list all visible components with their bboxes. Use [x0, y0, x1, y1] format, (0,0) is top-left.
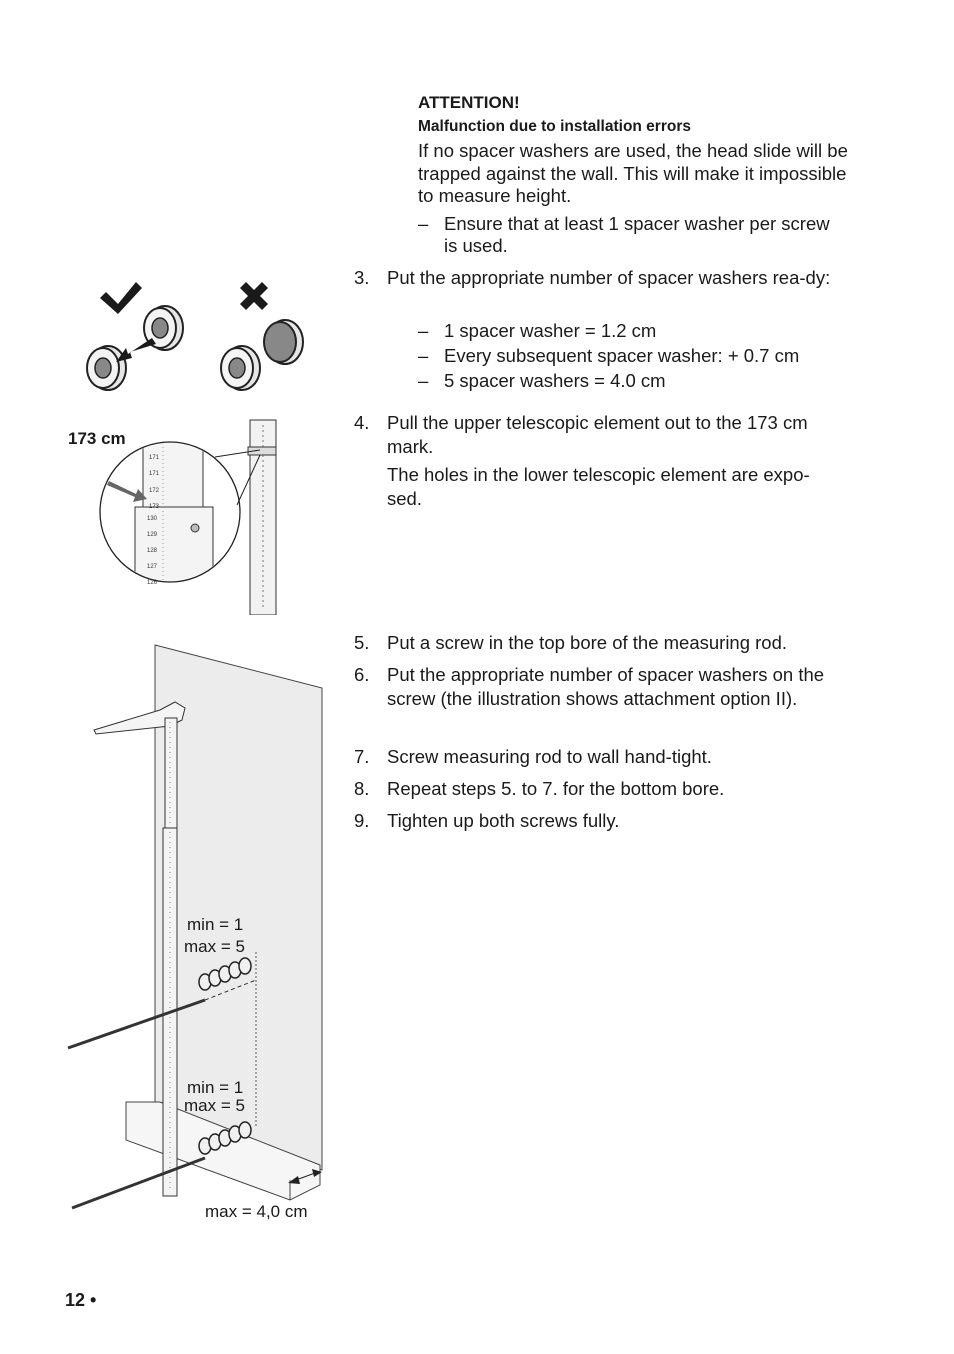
- page-number: 12 •: [65, 1290, 97, 1310]
- step-body: [387, 411, 844, 511]
- dash: –: [418, 370, 429, 391]
- min-top-label: min = 1: [187, 915, 244, 934]
- step-9: [354, 809, 844, 833]
- step-number: 9.: [354, 810, 370, 831]
- step-5: [354, 631, 844, 655]
- step-number: 4.: [354, 412, 370, 433]
- step-text: Put the appropriate number of spacer washers rea-dy:: [387, 267, 831, 288]
- step-6: [354, 663, 844, 711]
- list-item: [418, 318, 858, 343]
- rod-detail-figure: [95, 415, 285, 615]
- list-item-text: 1 spacer washer = 1.2 cm: [444, 320, 657, 341]
- washer-orientation-figure: [70, 270, 340, 400]
- step-number: 8.: [354, 778, 370, 799]
- screw: [72, 1158, 205, 1208]
- step-4: [354, 411, 844, 511]
- step-7: [354, 745, 844, 769]
- list-item: [418, 343, 858, 368]
- step-number: 7.: [354, 746, 370, 767]
- scale-tick: 171: [149, 455, 160, 461]
- attention-bullet: [418, 213, 848, 258]
- dash: –: [418, 320, 429, 341]
- step-text: Put the appropriate number of spacer washers on the screw (the illustration shows attachment option II).: [387, 664, 825, 709]
- attention-text: If no spacer washers are used, the head slide will be trapped against the wall. This will make it impossible to measure height.: [418, 140, 848, 206]
- step-number: 6.: [354, 664, 370, 685]
- step-3: [354, 266, 844, 290]
- step-8: [354, 777, 844, 801]
- scale-tick: 171: [149, 471, 160, 477]
- step-text: Screw measuring rod to wall hand-tight.: [387, 746, 712, 767]
- min-bottom-label: min = 1: [187, 1078, 244, 1097]
- step-text: Put a screw in the top bore of the measuring rod.: [387, 632, 788, 653]
- scale-tick: 126: [147, 580, 158, 586]
- scale-tick: 173: [149, 504, 160, 510]
- attention-bullet-text: Ensure that at least 1 spacer washer per screw is used.: [444, 212, 830, 256]
- attention-title: ATTENTION!: [418, 93, 520, 112]
- attention-body: [418, 140, 848, 258]
- arrow-icon: [116, 338, 156, 362]
- washer-icon: [264, 320, 303, 364]
- scale-tick: 127: [147, 564, 158, 570]
- list-item-text: 5 spacer washers = 4.0 cm: [444, 370, 666, 391]
- scale-tick: 130: [147, 516, 158, 522]
- check-icon: [100, 282, 142, 314]
- scale-tick: 129: [147, 532, 158, 538]
- dash: –: [418, 345, 429, 366]
- cross-icon: [240, 282, 268, 310]
- list-item: [418, 368, 858, 393]
- step-number: 5.: [354, 632, 370, 653]
- attention-subtitle: Malfunction due to installation errors: [418, 118, 691, 135]
- washer-icon: [221, 346, 260, 390]
- measuring-rod-upper: [165, 718, 177, 828]
- max-bottom-label: max = 5: [184, 1096, 245, 1115]
- rod-mark-label: 173 cm: [68, 429, 126, 448]
- step-note: The holes in the lower telescopic element are expo-sed.: [387, 464, 810, 509]
- max-top-label: max = 5: [184, 937, 245, 956]
- step-text: Tighten up both screws fully.: [387, 810, 620, 831]
- washer-list: [418, 318, 858, 393]
- scale-tick: 172: [149, 488, 160, 494]
- step-text: Repeat steps 5. to 7. for the bottom bore.: [387, 778, 725, 799]
- washer-icon: [87, 346, 126, 390]
- step-number: 3.: [354, 267, 370, 288]
- dash: –: [418, 212, 429, 234]
- scale-tick: 128: [147, 548, 158, 554]
- step-text: Pull the upper telescopic element out to the 173 cm mark.: [387, 412, 808, 457]
- list-item-text: Every subsequent spacer washer: + 0.7 cm: [444, 345, 800, 366]
- max-distance-label: max = 4,0 cm: [205, 1202, 308, 1221]
